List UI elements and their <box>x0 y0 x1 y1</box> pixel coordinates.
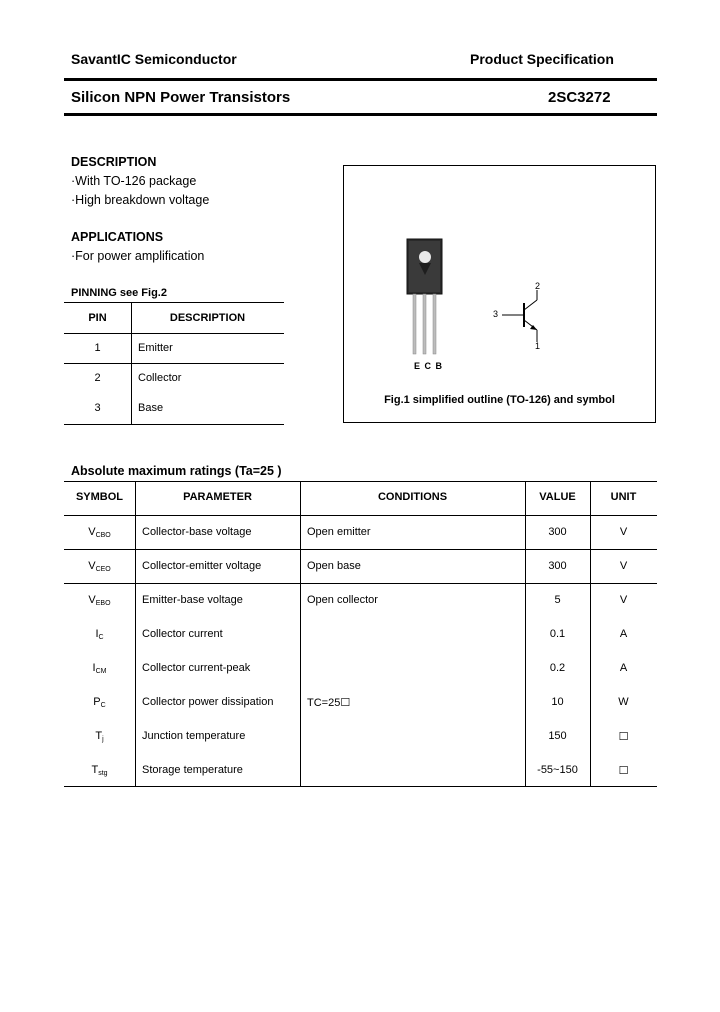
ratings-unit: V <box>619 526 628 538</box>
applications-item: ·For power amplification <box>71 249 205 263</box>
ratings-header-symbol: SYMBOL <box>75 491 124 503</box>
ratings-symbol: $T_{stg}$ <box>91 764 108 777</box>
ratings-unit: A <box>619 628 628 640</box>
ratings-parameter: Collector current-peak <box>142 662 251 674</box>
pinning-rule-top <box>64 302 284 303</box>
ratings-condition: Open base <box>307 560 361 572</box>
symbol-pin-bottom: 1 <box>535 341 541 351</box>
header-rule-bottom <box>64 113 657 116</box>
part-number: 2SC3272 <box>548 89 611 106</box>
pinning-pin: 3 <box>94 402 101 414</box>
ratings-value: 300 <box>548 560 567 572</box>
ratings-unit: ☐ <box>618 731 629 743</box>
ratings-header-conditions: CONDITIONS <box>377 491 448 503</box>
ratings-header-parameter: PARAMETER <box>183 491 252 503</box>
ratings-parameter: Collector-base voltage <box>142 526 252 538</box>
company-name: SavantIC Semiconductor <box>71 51 237 67</box>
ratings-title: Absolute maximum ratings (Ta=25 ) <box>71 464 282 478</box>
ratings-rule-bottom <box>64 786 657 787</box>
ratings-rule-row <box>64 549 657 550</box>
ratings-header-value: VALUE <box>539 491 576 503</box>
npn-symbol-icon <box>500 290 560 350</box>
ratings-parameter: Collector power dissipation <box>142 696 274 708</box>
ratings-parameter: Junction temperature <box>142 730 246 742</box>
ratings-rule-top <box>64 481 657 482</box>
pinning-header-description: DESCRIPTION <box>169 312 246 324</box>
ratings-rule-row <box>64 583 657 584</box>
ratings-value: 0.2 <box>549 662 566 674</box>
ratings-condition: Open emitter <box>307 526 371 538</box>
ratings-unit: W <box>618 696 629 708</box>
pinning-header-pin: PIN <box>88 312 107 324</box>
ratings-symbol: $T_j$ <box>95 730 104 743</box>
lead-labels: E C B <box>414 361 444 371</box>
ratings-symbol: $V_{EBO}$ <box>88 594 111 607</box>
ratings-col-divider <box>135 481 136 786</box>
ratings-value: 0.1 <box>549 628 566 640</box>
ratings-symbol: $V_{CBO}$ <box>88 526 111 539</box>
ratings-rule-header <box>64 515 657 516</box>
pinning-desc: Base <box>138 402 164 414</box>
ratings-symbol: $I_{CM}$ <box>92 662 107 675</box>
ratings-value: -55~150 <box>537 764 578 776</box>
figure-caption: Fig.1 simplified outline (TO-126) and symbol <box>384 394 615 406</box>
pinning-pin: 2 <box>94 372 101 384</box>
ratings-header-unit: UNIT <box>610 491 637 503</box>
header-rule-top <box>64 78 657 81</box>
ratings-value: 150 <box>548 730 567 742</box>
pinning-title: PINNING see Fig.2 <box>71 287 167 299</box>
ratings-condition: T⁣C=25☐ <box>307 697 351 709</box>
to126-package-image <box>400 235 450 360</box>
ratings-parameter: Collector current <box>142 628 223 640</box>
ratings-col-divider <box>300 481 301 786</box>
applications-title: APPLICATIONS <box>71 230 164 244</box>
ratings-symbol: $I_C$ <box>95 628 104 641</box>
ratings-parameter: Emitter-base voltage <box>142 594 243 606</box>
ratings-unit: ☐ <box>618 765 629 777</box>
pinning-pin: 1 <box>94 342 101 354</box>
ratings-unit: A <box>619 662 628 674</box>
symbol-pin-left: 3 <box>493 309 499 319</box>
symbol-pin-top: 2 <box>535 281 541 291</box>
ratings-parameter: Storage temperature <box>142 764 243 776</box>
ratings-symbol: $P_C$ <box>93 696 106 709</box>
product-line: Silicon NPN Power Transistors <box>71 89 291 106</box>
ratings-unit: V <box>619 560 628 572</box>
doc-type: Product Specification <box>470 51 614 67</box>
ratings-value: 300 <box>548 526 567 538</box>
ratings-parameter: Collector-emitter voltage <box>142 560 262 572</box>
pinning-rule-row <box>64 363 284 364</box>
pinning-rule-header <box>64 333 284 334</box>
description-item: ·High breakdown voltage <box>71 193 210 207</box>
pinning-desc: Emitter <box>138 342 173 354</box>
description-title: DESCRIPTION <box>71 155 157 169</box>
ratings-unit: V <box>619 594 628 606</box>
pinning-rule-bottom <box>64 424 284 425</box>
ratings-value: 5 <box>554 594 561 606</box>
ratings-symbol: $V_{CEO}$ <box>88 560 111 573</box>
ratings-value: 10 <box>551 696 564 708</box>
pinning-desc: Collector <box>138 372 182 384</box>
ratings-condition: Open collector <box>307 594 378 606</box>
description-item: ·With TO-126 package <box>71 174 197 188</box>
